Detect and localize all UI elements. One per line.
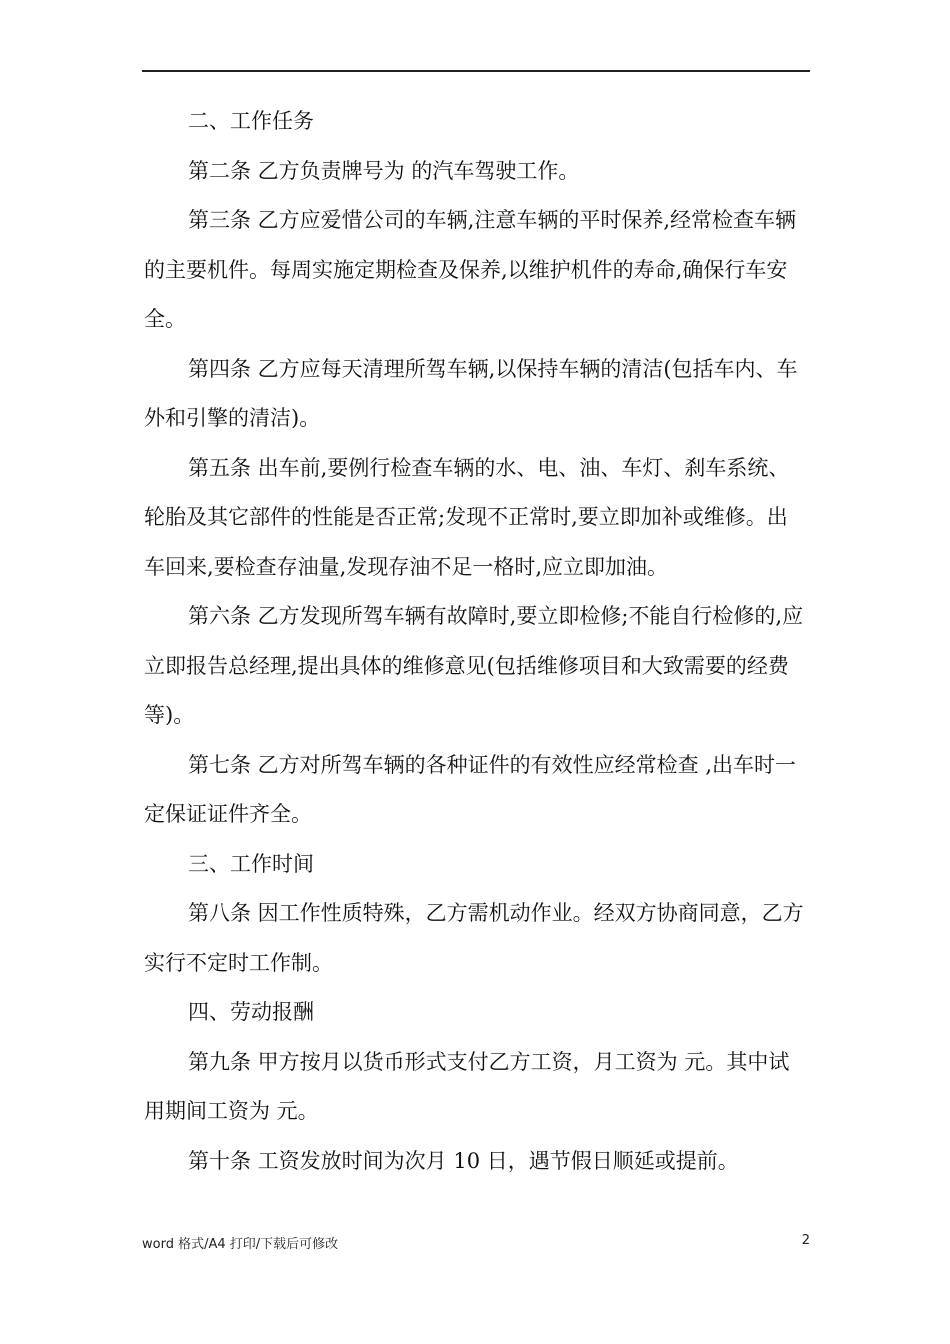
section-heading-work-hours: 三、工作时间 xyxy=(188,851,314,876)
document-body xyxy=(144,97,808,1186)
header-rule xyxy=(142,70,810,72)
page-number: 2 xyxy=(801,1233,810,1248)
article-8: 第八条 因工作性质特殊，乙方需机动作业。经双方协商同意，乙方实行不定时工作制。 xyxy=(144,901,804,975)
article-3: 第三条 乙方应爱惜公司的车辆,注意车辆的平时保养,经常检查车辆的主要机件。每周实施定期检查及保养,以维护机件的寿命,确保行车安全。 xyxy=(144,208,797,331)
article-7: 第七条 乙方对所驾车辆的各种证件的有效性应经常检查 ,出车时一定保证证件齐全。 xyxy=(144,752,797,826)
section-heading-remuneration: 四、劳动报酬 xyxy=(188,1000,314,1024)
article-4: 第四条 乙方应每天清理所驾车辆,以保持车辆的清洁(包括车内、车外和引擎的清洁)。 xyxy=(144,356,798,430)
article-6: 第六条 乙方发现所驾车辆有故障时,要立即检修;不能自行检修的,应立即报告总经理,提出具体的维修意见(包括维修项目和大致需要的经费等)。 xyxy=(144,604,804,727)
article-9: 第九条 甲方按月以货币形式支付乙方工资，月工资为 元。其中试用期间工资为 元。 xyxy=(144,1049,790,1123)
article-5: 第五条 出车前,要例行检查车辆的水、电、油、车灯、刹车系统、轮胎及其它部件的性能是否正常;发现不正常时,要立即加补或维修。出车回来,要检查存油量,发现存油不足一格时,应立即加油。 xyxy=(144,455,790,579)
section-heading-work-tasks: 二、工作任务 xyxy=(188,109,314,133)
article-2: 第二条 乙方负责牌号为 的汽车驾驶工作。 xyxy=(188,158,580,183)
footer-note: word 格式/A4 打印/下载后可修改 xyxy=(142,1237,339,1252)
article-10: 第十条 工资发放时间为次月 10 日，遇节假日顺延或提前。 xyxy=(188,1148,739,1173)
